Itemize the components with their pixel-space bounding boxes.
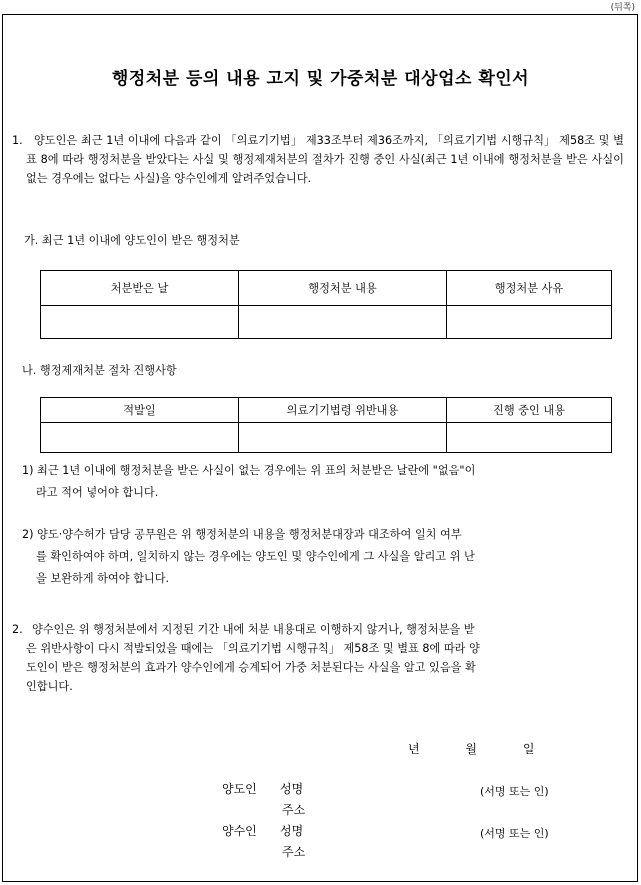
paragraph-1-number: 1. xyxy=(12,134,23,147)
page-side-label: (뒤쪽) xyxy=(610,3,635,13)
table-cell[interactable] xyxy=(447,306,612,339)
paragraph-1 xyxy=(12,131,624,188)
transferor-address-label: 주소 xyxy=(282,803,306,817)
paragraph-2-line: 도인이 받은 행정처분의 효과가 양수인에게 승계되어 가중 처분된다는 사실을 알고 있음을 확 xyxy=(26,661,476,674)
date-month-field[interactable]: 월 xyxy=(465,742,478,756)
administrative-action-table xyxy=(40,270,612,339)
paragraph-2-number: 2. xyxy=(12,623,23,636)
transferor-name-label: 성명 xyxy=(280,782,304,796)
table-header-cell: 적발일 xyxy=(41,398,239,423)
note-2 xyxy=(22,524,622,590)
table-header-row xyxy=(41,271,612,306)
table-header-row xyxy=(41,398,612,423)
note-2-line: 을 보완하게 하여야 합니다. xyxy=(36,572,170,585)
table-cell[interactable] xyxy=(239,423,447,453)
section-b-heading: 나. 행정제재처분 절차 진행사항 xyxy=(22,364,177,377)
table-cell[interactable] xyxy=(239,306,447,339)
sanction-procedure-table xyxy=(40,397,612,453)
transferee-label: 양수인 xyxy=(222,824,257,838)
table-cell[interactable] xyxy=(447,423,612,453)
table-header-cell: 의료기기법령 위반내용 xyxy=(239,398,447,423)
paragraph-1-text: 양도인은 최근 1년 이내에 다음과 같이 「의료기기법」 제33조부터 제36조까지, 「의료기기법 시행규칙」 제58조 및 별표 8에 따라 행정처분을 받았다는 사실 및 행정제재처분의 절차가 진행 중인 사실(최근 1년 이내에 행정처분을 받은 사실이 없는 경우에는 없다는 사실)을 양수인에게 알려주었습니다. xyxy=(26,134,624,185)
transferee-name-label: 성명 xyxy=(280,824,304,838)
transferor-label: 양도인 xyxy=(222,782,257,796)
transferee-signature-field[interactable]: (서명 또는 인) xyxy=(480,827,549,840)
paragraph-2-line: 인합니다. xyxy=(26,680,73,693)
transferee-address-label: 주소 xyxy=(282,845,306,859)
table-header-cell: 진행 중인 내용 xyxy=(447,398,612,423)
note-1-line: 라고 적어 넣어야 합니다. xyxy=(36,486,159,499)
table-header-cell: 행정처분 내용 xyxy=(239,271,447,306)
date-line xyxy=(408,740,534,757)
table-header-cell: 행정처분 사유 xyxy=(447,271,612,306)
paragraph-2-line: 은 위반사항이 다시 적발되었을 때에는 「의료기기법 시행규칙」 제58조 및 별표 8에 따라 양 xyxy=(26,642,480,655)
note-2-line: 를 확인하여야 하며, 일치하지 않는 경우에는 양도인 및 양수인에게 그 사실을 알리고 위 난 xyxy=(36,550,475,563)
section-a-heading: 가. 최근 1년 이내에 양도인이 받은 행정처분 xyxy=(24,234,240,247)
paragraph-2-line: 양수인은 위 행정처분에서 지정된 기간 내에 처분 내용대로 이행하지 않거나, 행정처분을 받 xyxy=(32,623,475,636)
document-title: 행정처분 등의 내용 고지 및 가중처분 대상업소 확인서 xyxy=(111,69,530,89)
date-year-field[interactable]: 년 xyxy=(408,742,420,756)
note-1 xyxy=(22,460,622,504)
note-1-line: 1) 최근 1년 이내에 행정처분을 받은 사실이 없는 경우에는 위 표의 처분받은 날란에 "없음"이 xyxy=(22,464,476,477)
table-row xyxy=(41,306,612,339)
table-cell[interactable] xyxy=(41,423,239,453)
table-header-cell: 처분받은 날 xyxy=(41,271,239,306)
table-cell[interactable] xyxy=(41,306,239,339)
note-2-line: 2) 양도·양수허가 담당 공무원은 위 행정처분의 내용을 행정처분대장과 대조하여 일치 여부 xyxy=(22,528,462,541)
paragraph-2 xyxy=(12,620,626,696)
table-row xyxy=(41,423,612,453)
transferor-signature-field[interactable]: (서명 또는 인) xyxy=(480,785,549,798)
date-day-field[interactable]: 일 xyxy=(522,742,535,756)
